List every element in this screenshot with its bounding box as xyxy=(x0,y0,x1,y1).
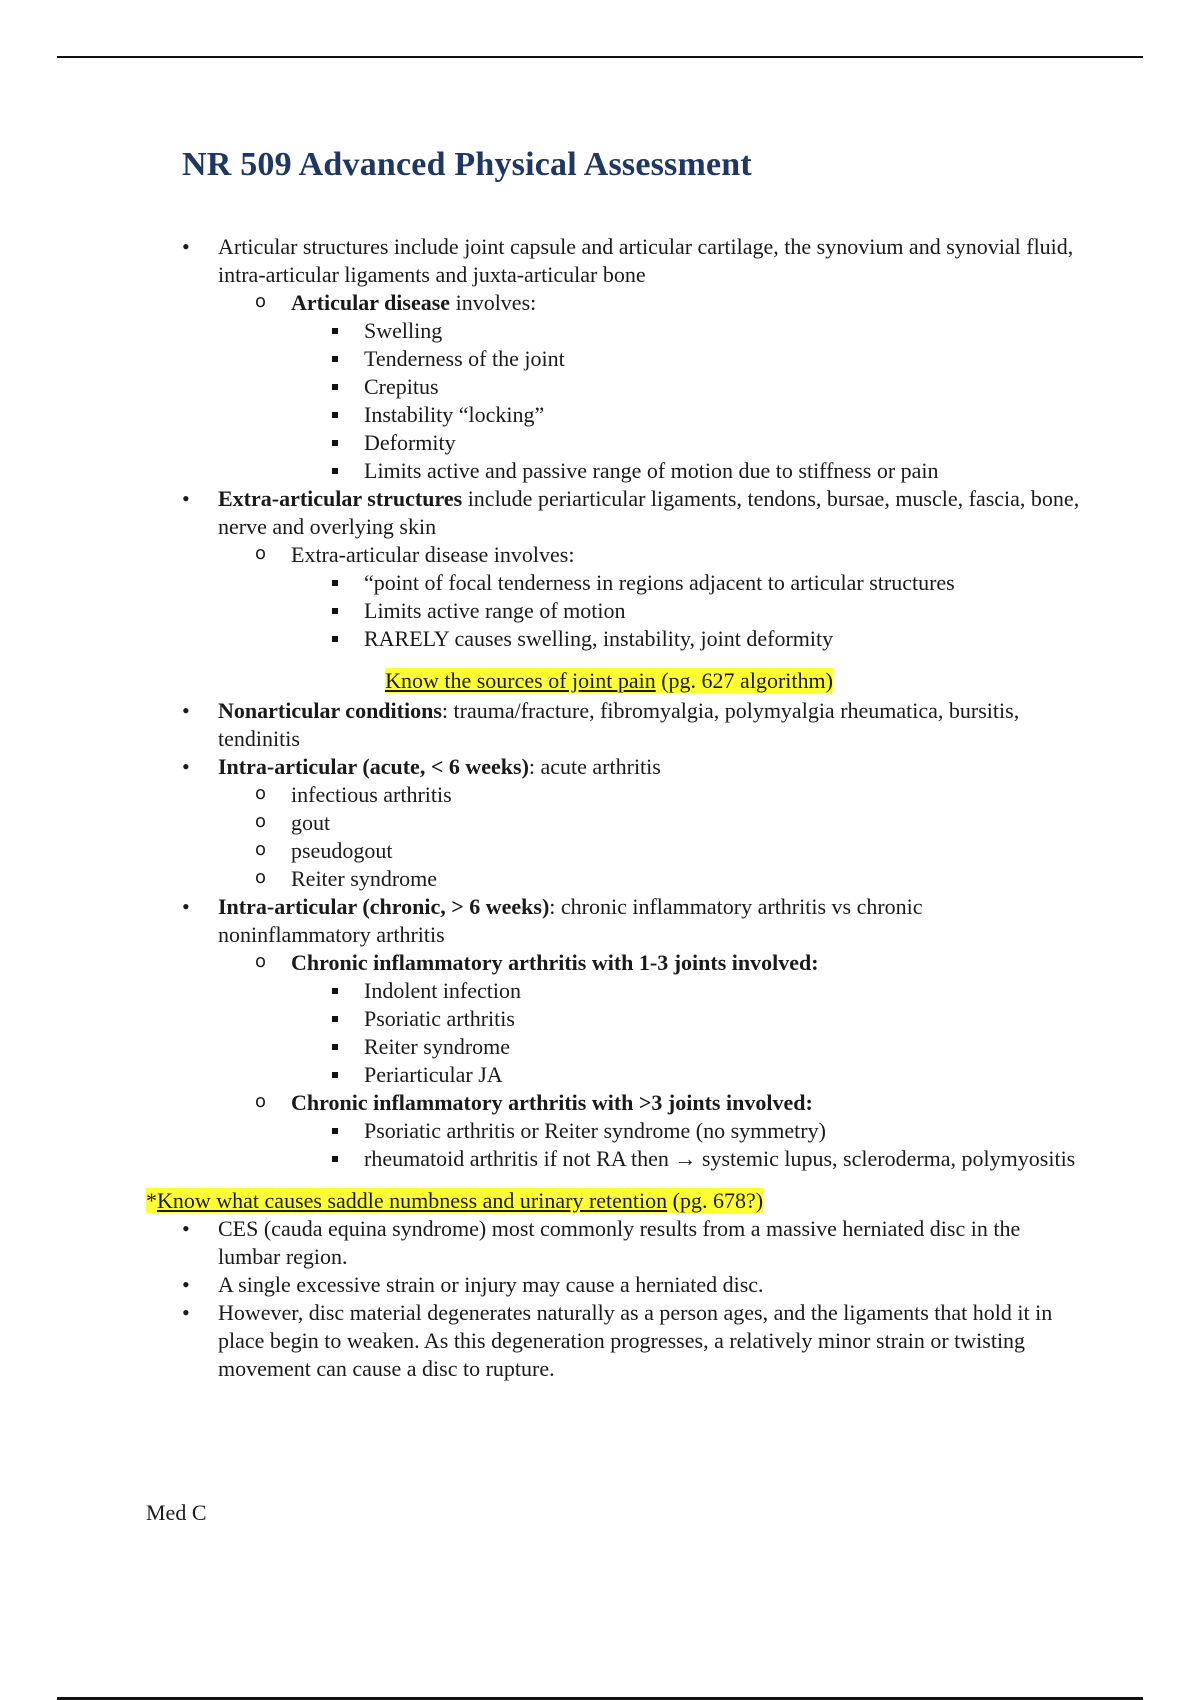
list-item: • Intra-articular (acute, < 6 weeks): acute arthritis o infectious arthritis o gout o pseudogout o Reiter syndrome xyxy=(0,753,1200,893)
list-item: o Chronic inflammatory arthritis with >3 joints involved: Psoriatic arthritis or Reiter syndrome (no symmetry) rheumatoid arthritis if not RA then → systemic lupus, scleroderma, polymyositis xyxy=(0,1089,1080,1173)
footer-label: Med C xyxy=(146,1500,207,1525)
list-item: Instability “locking” xyxy=(0,401,1080,429)
top-rule xyxy=(57,56,1143,58)
list-item: o pseudogout xyxy=(0,837,1080,865)
list-item: Psoriatic arthritis or Reiter syndrome (no symmetry) xyxy=(0,1117,1080,1145)
list-item: rheumatoid arthritis if not RA then → systemic lupus, scleroderma, polymyositis xyxy=(0,1145,1080,1173)
list-item: Limits active range of motion xyxy=(0,597,1080,625)
list-item: o gout xyxy=(0,809,1080,837)
list-item: Limits active and passive range of motion due to stiffness or pain xyxy=(0,457,1080,485)
list-item: Psoriatic arthritis xyxy=(0,1005,1080,1033)
list-item: • However, disc material degenerates naturally as a person ages, and the ligaments that hold it in place begin to weaken. As this degeneration progresses, a relatively minor strain or twisting movement can cause a disc to rupture. xyxy=(0,1299,1200,1383)
list-item: RARELY causes swelling, instability, joint deformity xyxy=(0,625,1080,653)
list-item: o infectious arthritis xyxy=(0,781,1080,809)
articular-intro: Articular structures include joint capsule and articular cartilage, the synovium and synovial fluid, intra-articular ligaments and juxta-articular bone xyxy=(218,234,1074,287)
articular-disease-label: Articular disease xyxy=(291,290,451,315)
list-item: o Extra-articular disease involves: “point of focal tenderness in regions adjacent to articular structures Limits active range of motion RARELY causes swelling, instability, joint deformity xyxy=(0,541,1080,653)
list-item: Periarticular JA xyxy=(0,1061,1080,1089)
sources-note: Know the sources of joint pain (pg. 627 algorithm) xyxy=(385,668,833,693)
page-title: NR 509 Advanced Physical Assessment xyxy=(182,146,752,183)
list-item: Crepitus xyxy=(0,373,1080,401)
list-item: o Chronic inflammatory arthritis with 1-3 joints involved: Indolent infection Psoriatic arthritis Reiter syndrome Periarticular JA xyxy=(0,949,1080,1089)
list-item: o Articular disease involves: Swelling Tenderness of the joint Crepitus Instability “locking” Deformity Limits active and passive range of motion due to stiffness or pain xyxy=(0,289,1080,485)
list-item xyxy=(0,233,1200,485)
extra-articular-label: Extra-articular structures xyxy=(218,486,463,511)
articular-list xyxy=(0,233,1200,653)
list-item: • Nonarticular conditions: trauma/fracture, fibromyalgia, polymyalgia rheumatica, bursitis, tendinitis xyxy=(0,697,1200,753)
list-item: Tenderness of the joint xyxy=(0,345,1080,373)
list-item: • CES (cauda equina syndrome) most commonly results from a massive herniated disc in the lumbar region. xyxy=(0,1215,1200,1271)
list-item: • Intra-articular (chronic, > 6 weeks): chronic inflammatory arthritis vs chronic noninflammatory arthritis o Chronic inflammatory arthritis with 1-3 joints involved: Indolent infection Psoriatic arthritis Reiter syndrome Periarticular JA o Chronic inflammatory arthritis with >3 joints involved: Psoriatic arthritis or Reiter syndrome (no symmetry) rheumatoid arthritis if not RA then → systemic lupus, scleroderma, polymyositis xyxy=(0,893,1200,1173)
list-item: Deformity xyxy=(0,429,1080,457)
ces-list xyxy=(0,1215,1200,1383)
list-item: o Reiter syndrome xyxy=(0,865,1080,893)
list-item: Reiter syndrome xyxy=(0,1033,1080,1061)
list-item: • A single excessive strain or injury may cause a herniated disc. xyxy=(0,1271,1200,1299)
joint-pain-list xyxy=(0,697,1200,1173)
causes-note: *Know what causes saddle numbness and urinary retention (pg. 678?) xyxy=(146,1188,764,1213)
list-item: Indolent infection xyxy=(0,977,1080,1005)
list-item: Swelling xyxy=(0,317,1080,345)
list-item: • Extra-articular structures include periarticular ligaments, tendons, bursae, muscle, fascia, bone, nerve and overlying skin o Extra-articular disease involves: “point of focal tenderness in regions adjacent to articular structures Limits active range of motion RARELY causes swelling, instability, joint deformity xyxy=(0,485,1200,653)
list-item: “point of focal tenderness in regions adjacent to articular structures xyxy=(0,569,1080,597)
document-body xyxy=(0,233,1200,1383)
